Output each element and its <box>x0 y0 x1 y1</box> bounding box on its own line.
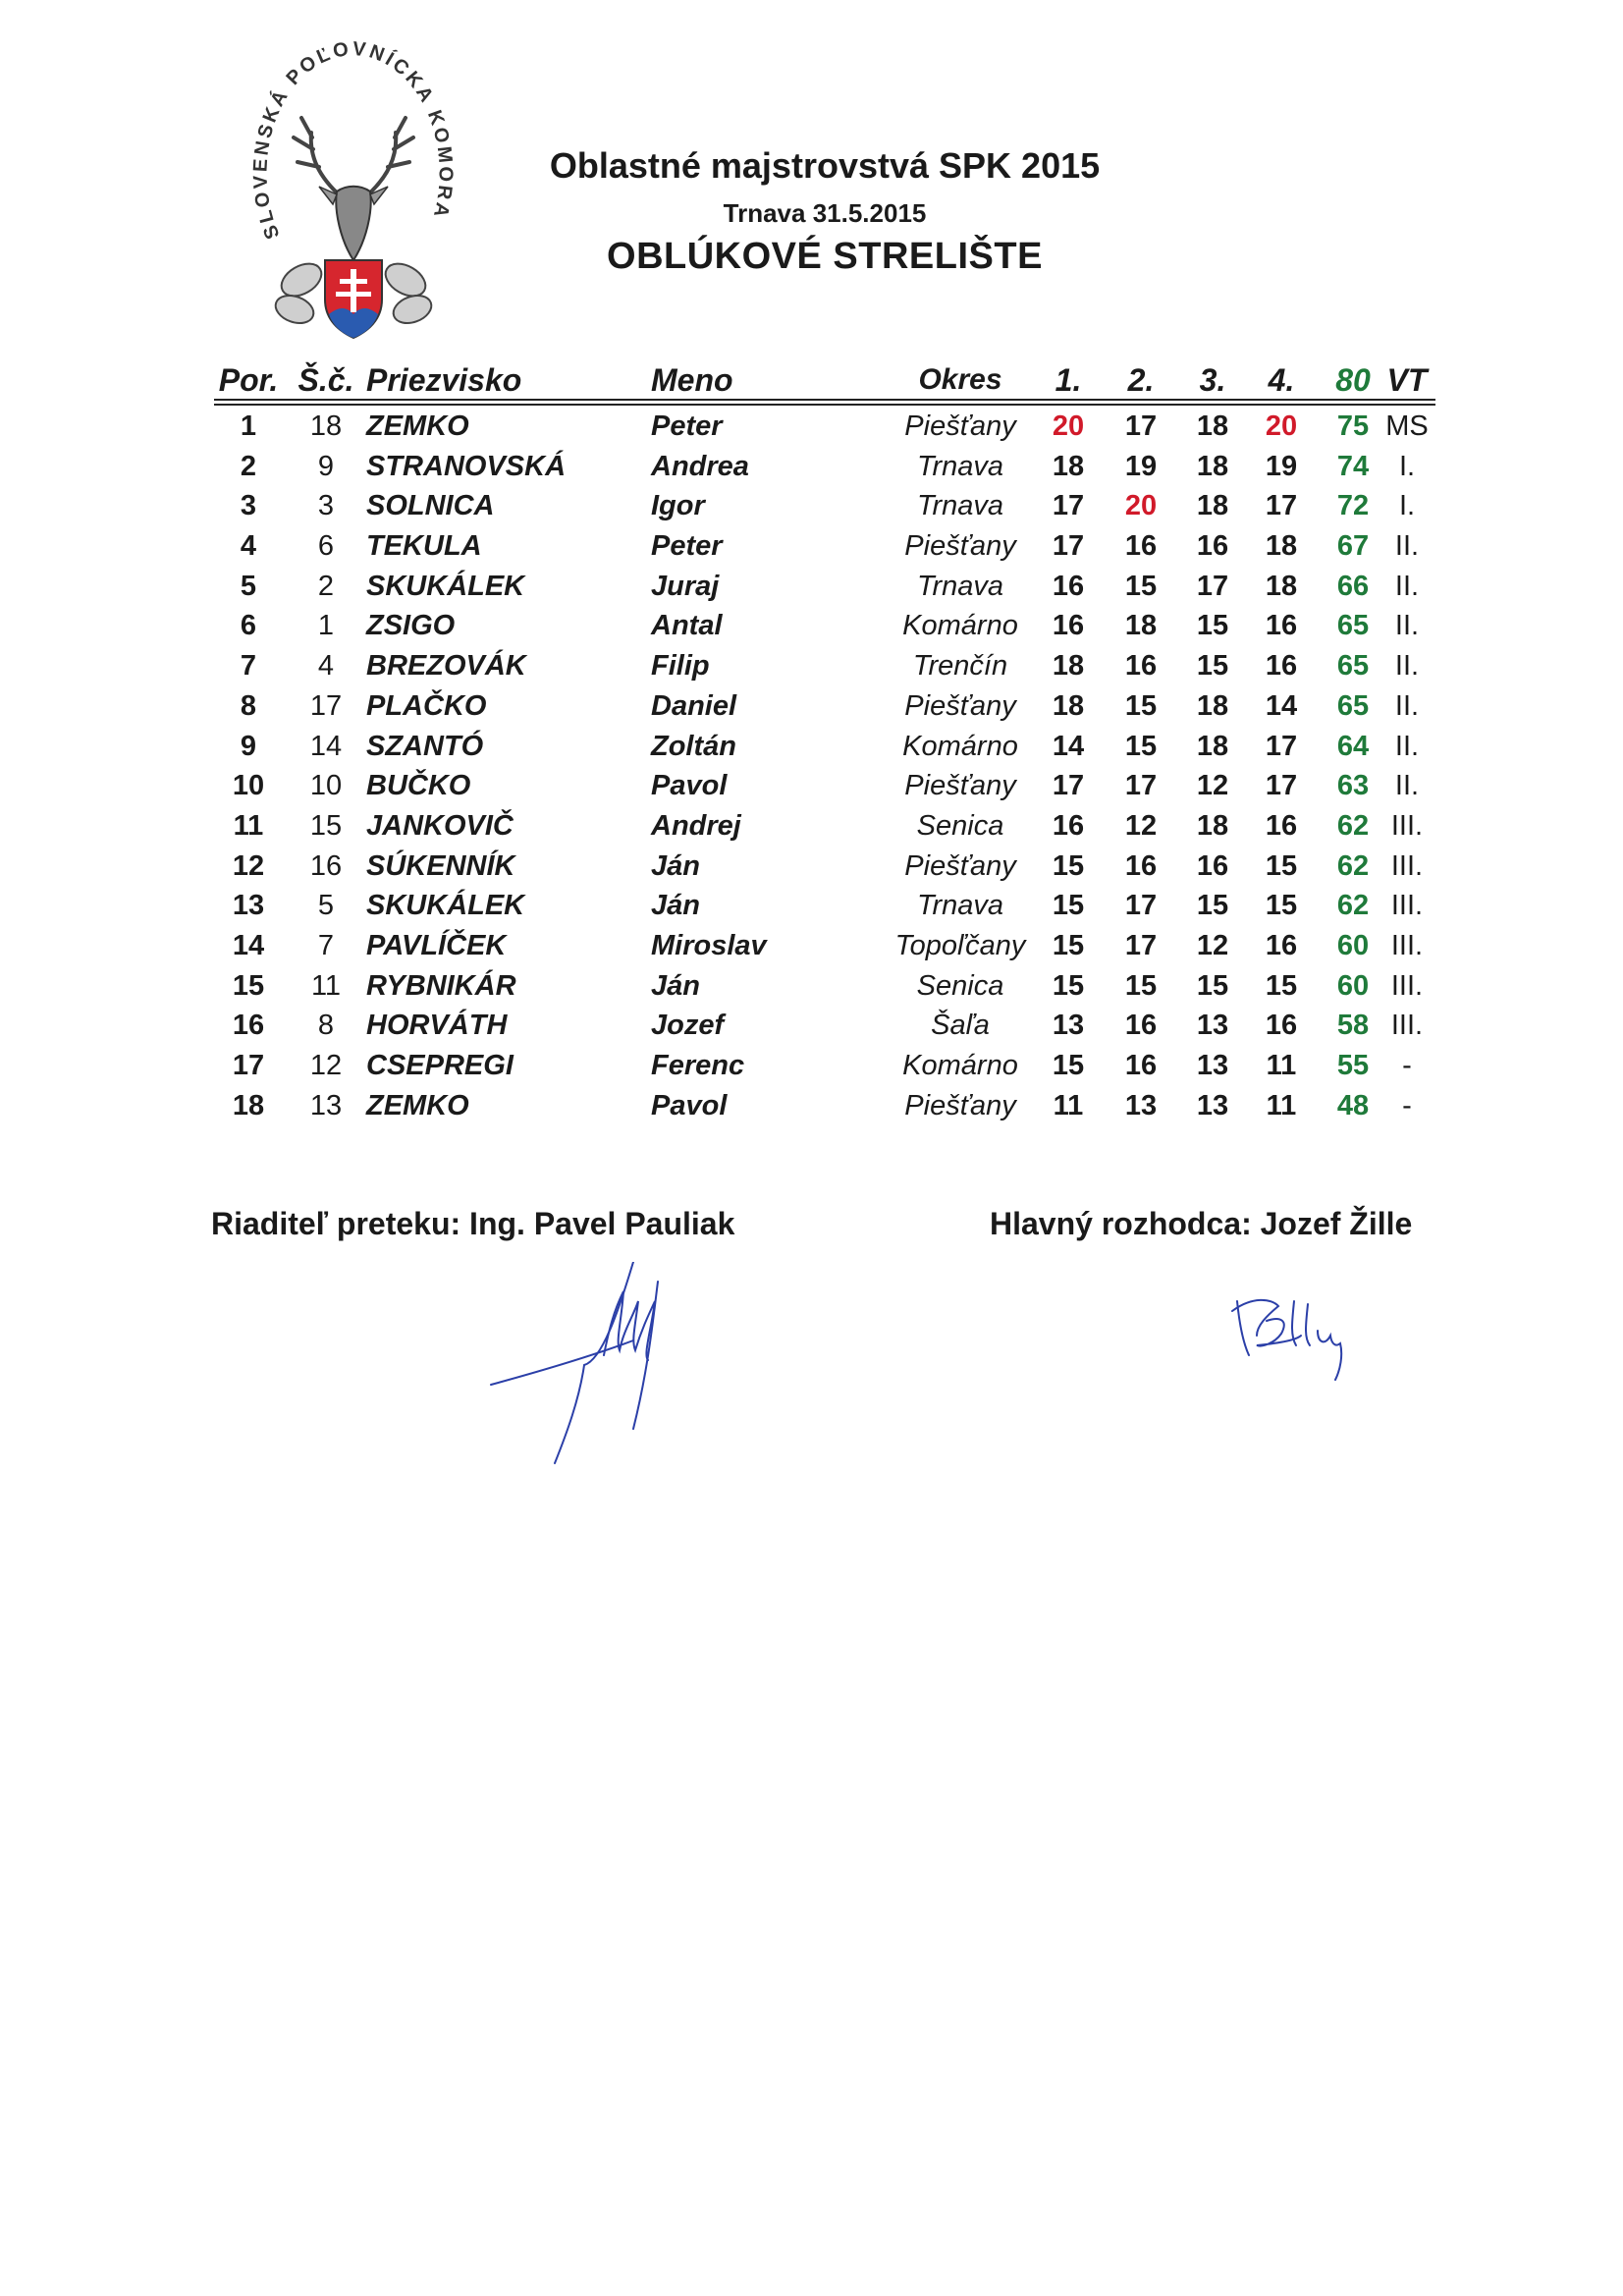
cell-start-number: 16 <box>309 849 343 882</box>
cell-performance-class: MS <box>1385 410 1429 442</box>
cell-performance-class: II. <box>1394 650 1420 683</box>
cell-round-2-score: 16 <box>1124 650 1158 683</box>
header-divider <box>214 399 1435 401</box>
cell-round-1-score: 17 <box>1052 770 1085 802</box>
cell-rank: 11 <box>233 809 264 842</box>
cell-surname: JANKOVIČ <box>366 809 514 842</box>
cell-round-3-score: 18 <box>1196 689 1229 722</box>
cell-first-name: Daniel <box>651 689 737 722</box>
results-table <box>214 359 1435 401</box>
cell-round-3-score: 15 <box>1196 969 1229 1002</box>
cell-start-number: 18 <box>309 410 343 442</box>
cell-round-1-score: 14 <box>1052 730 1085 762</box>
cell-total-score: 67 <box>1336 530 1370 563</box>
cell-rank: 12 <box>232 849 265 882</box>
cell-first-name: Zoltán <box>651 730 736 762</box>
cell-surname: PLAČKO <box>366 689 487 722</box>
cell-surname: BREZOVÁK <box>366 650 526 683</box>
cell-round-3-score: 13 <box>1196 1089 1229 1121</box>
cell-total-score: 65 <box>1336 650 1370 683</box>
cell-total-score: 55 <box>1336 1050 1370 1081</box>
cell-surname: SKUKÁLEK <box>366 890 525 922</box>
cell-first-name: Peter <box>651 410 723 442</box>
cell-performance-class: II. <box>1394 610 1420 642</box>
cell-surname: SZANTÓ <box>366 730 484 762</box>
cell-round-1-score: 11 <box>1053 1089 1084 1121</box>
cell-district: Trnava <box>916 890 1004 922</box>
cell-round-2-score: 17 <box>1124 410 1158 442</box>
cell-surname: ZEMKO <box>366 1089 469 1121</box>
cell-first-name: Andrea <box>651 450 749 482</box>
cell-total-score: 72 <box>1336 490 1370 522</box>
cell-round-3-score: 18 <box>1196 730 1229 762</box>
cell-round-4-score: 15 <box>1265 890 1298 922</box>
cell-start-number: 6 <box>317 530 335 563</box>
referee-signature-icon <box>1227 1286 1365 1394</box>
table-row <box>214 407 1435 447</box>
cell-rank: 3 <box>240 490 257 522</box>
cell-start-number: 14 <box>309 730 343 762</box>
chamber-logo <box>250 39 457 354</box>
cell-round-1-score: 20 <box>1052 410 1085 442</box>
cell-performance-class: II. <box>1394 730 1420 762</box>
page-subtitle: OBLÚKOVÉ STRELIŠTE <box>607 236 1043 277</box>
cell-performance-class: III. <box>1390 929 1424 961</box>
table-row <box>214 727 1435 767</box>
cell-performance-class: I. <box>1398 450 1416 482</box>
chief-referee: Hlavný rozhodca: Jozef Žille <box>990 1206 1413 1241</box>
col-header-first-name: Meno <box>651 362 733 398</box>
cell-round-1-score: 15 <box>1052 1050 1085 1081</box>
cell-rank: 18 <box>232 1089 265 1121</box>
col-header-start-number: Š.č. <box>298 362 354 398</box>
cell-round-4-score: 11 <box>1266 1050 1297 1081</box>
table-row <box>214 966 1435 1007</box>
cell-round-1-score: 15 <box>1052 849 1085 882</box>
cell-performance-class: III. <box>1390 1010 1424 1042</box>
cell-rank: 10 <box>232 770 265 802</box>
cell-round-1-score: 18 <box>1052 450 1085 482</box>
cell-round-4-score: 14 <box>1265 689 1298 722</box>
cell-start-number: 12 <box>309 1050 343 1081</box>
cell-round-4-score: 17 <box>1265 730 1298 762</box>
cell-total-score: 48 <box>1336 1089 1370 1121</box>
cell-district: Topoľčany <box>894 929 1026 961</box>
cell-round-3-score: 12 <box>1196 929 1229 961</box>
cell-surname: HORVÁTH <box>366 1010 508 1042</box>
cell-surname: BUČKO <box>366 770 471 802</box>
cell-round-1-score: 17 <box>1052 490 1085 522</box>
cell-rank: 9 <box>240 730 257 762</box>
cell-surname: ZSIGO <box>366 610 456 642</box>
cell-rank: 13 <box>232 890 265 922</box>
cell-district: Piešťany <box>904 849 1016 882</box>
cell-total-score: 75 <box>1336 410 1370 442</box>
race-director: Riaditeľ preteku: Ing. Pavel Pauliak <box>211 1206 735 1241</box>
cell-round-2-score: 18 <box>1124 610 1158 642</box>
table-row <box>214 606 1435 646</box>
cell-round-3-score: 13 <box>1196 1050 1229 1081</box>
col-header-class: VT <box>1386 362 1428 398</box>
cell-round-2-score: 16 <box>1124 530 1158 563</box>
cell-surname: PAVLÍČEK <box>366 929 507 961</box>
cell-performance-class: - <box>1402 1050 1412 1081</box>
cell-round-2-score: 20 <box>1124 490 1158 522</box>
cell-round-3-score: 15 <box>1196 610 1229 642</box>
cell-round-3-score: 12 <box>1196 770 1229 802</box>
cell-round-2-score: 19 <box>1124 450 1158 482</box>
cell-surname: STRANOVSKÁ <box>366 450 567 482</box>
cell-total-score: 60 <box>1336 929 1370 961</box>
cell-district: Komárno <box>902 610 1018 642</box>
cell-round-4-score: 17 <box>1265 490 1298 522</box>
cell-rank: 1 <box>240 410 257 442</box>
cell-round-2-score: 15 <box>1124 570 1158 602</box>
cell-performance-class: III. <box>1390 969 1424 1002</box>
cell-total-score: 63 <box>1336 770 1370 802</box>
cell-total-score: 65 <box>1336 689 1370 722</box>
cell-round-1-score: 13 <box>1052 1010 1085 1042</box>
cell-district: Piešťany <box>904 770 1016 802</box>
table-row <box>214 847 1435 887</box>
cell-round-2-score: 15 <box>1124 689 1158 722</box>
cell-round-2-score: 16 <box>1124 1010 1158 1042</box>
cell-start-number: 4 <box>317 650 335 683</box>
cell-district: Trnava <box>916 450 1004 482</box>
col-header-surname: Priezvisko <box>366 362 522 398</box>
cell-total-score: 62 <box>1336 890 1370 922</box>
table-row <box>214 526 1435 567</box>
cell-round-4-score: 15 <box>1265 849 1298 882</box>
cell-total-score: 60 <box>1336 969 1370 1002</box>
cell-district: Piešťany <box>904 410 1016 442</box>
header-divider <box>214 404 1435 406</box>
cell-performance-class: II. <box>1394 530 1420 563</box>
cell-round-3-score: 15 <box>1196 650 1229 683</box>
table-body <box>214 407 1435 1125</box>
cell-rank: 15 <box>232 969 265 1002</box>
cell-start-number: 2 <box>317 570 335 602</box>
cell-total-score: 62 <box>1336 849 1370 882</box>
cell-first-name: Andrej <box>651 809 741 842</box>
stag-emblem-icon <box>250 39 457 354</box>
cell-round-4-score: 17 <box>1265 770 1298 802</box>
cell-district: Trnava <box>916 490 1004 522</box>
cell-performance-class: II. <box>1394 770 1420 802</box>
cell-round-4-score: 20 <box>1265 410 1298 442</box>
cell-round-2-score: 15 <box>1124 969 1158 1002</box>
cell-first-name: Juraj <box>651 570 720 602</box>
cell-first-name: Ján <box>651 849 700 882</box>
cell-rank: 4 <box>240 530 257 563</box>
cell-round-4-score: 16 <box>1265 650 1298 683</box>
cell-district: Trenčín <box>912 650 1008 683</box>
table-row <box>214 686 1435 727</box>
cell-first-name: Peter <box>651 530 723 563</box>
logo-arc-text: SLOVENSKÁ POĽOVNÍCKA KOMORA <box>250 39 457 243</box>
table-row <box>214 486 1435 526</box>
cell-total-score: 66 <box>1336 570 1370 602</box>
cell-round-3-score: 16 <box>1196 530 1229 563</box>
cell-round-4-score: 19 <box>1265 450 1298 482</box>
cell-round-4-score: 16 <box>1265 809 1298 842</box>
cell-district: Senica <box>916 809 1004 842</box>
cell-round-4-score: 16 <box>1265 929 1298 961</box>
event-date: Trnava 31.5.2015 <box>723 198 927 228</box>
cell-total-score: 65 <box>1336 610 1370 642</box>
cell-round-1-score: 15 <box>1052 929 1085 961</box>
cell-performance-class: II. <box>1394 689 1420 722</box>
cell-round-4-score: 16 <box>1265 1010 1298 1042</box>
cell-district: Trnava <box>916 570 1004 602</box>
cell-first-name: Ján <box>651 890 700 922</box>
cell-round-3-score: 18 <box>1196 490 1229 522</box>
cell-total-score: 74 <box>1336 450 1370 482</box>
table-row <box>214 567 1435 607</box>
cell-first-name: Ján <box>651 969 700 1002</box>
cell-surname: ZEMKO <box>366 410 469 442</box>
cell-round-3-score: 18 <box>1196 410 1229 442</box>
cell-performance-class: III. <box>1390 890 1424 922</box>
cell-surname: TEKULA <box>366 530 482 563</box>
cell-round-3-score: 17 <box>1196 570 1229 602</box>
cell-first-name: Ferenc <box>651 1050 745 1081</box>
table-row <box>214 447 1435 487</box>
cell-first-name: Jozef <box>651 1010 725 1042</box>
cell-district: Komárno <box>902 1050 1018 1081</box>
cell-rank: 6 <box>240 610 257 642</box>
slovak-coat-of-arms-icon <box>325 260 382 338</box>
cell-performance-class: III. <box>1390 849 1424 882</box>
cell-performance-class: I. <box>1398 490 1416 522</box>
cell-start-number: 13 <box>309 1089 343 1121</box>
cell-first-name: Igor <box>651 490 705 522</box>
cell-surname: RYBNIKÁR <box>366 969 516 1002</box>
table-row <box>214 1006 1435 1046</box>
cell-round-4-score: 18 <box>1265 570 1298 602</box>
director-signature-icon <box>486 1262 712 1468</box>
cell-round-4-score: 11 <box>1266 1089 1297 1121</box>
cell-round-1-score: 15 <box>1052 890 1085 922</box>
cell-round-3-score: 18 <box>1196 450 1229 482</box>
col-header-rank: Por. <box>218 362 279 398</box>
table-header <box>214 359 1435 401</box>
cell-surname: SKUKÁLEK <box>366 570 525 602</box>
cell-round-2-score: 17 <box>1124 890 1158 922</box>
cell-round-3-score: 15 <box>1196 890 1229 922</box>
cell-round-1-score: 16 <box>1052 809 1085 842</box>
cell-rank: 16 <box>232 1010 265 1042</box>
cell-start-number: 17 <box>309 689 343 722</box>
cell-round-4-score: 15 <box>1265 969 1298 1002</box>
cell-start-number: 11 <box>310 969 342 1002</box>
col-header-round-2: 2. <box>1127 362 1155 398</box>
cell-round-2-score: 17 <box>1124 929 1158 961</box>
table-row <box>214 806 1435 847</box>
table-row <box>214 646 1435 686</box>
cell-start-number: 3 <box>317 490 335 522</box>
cell-round-1-score: 17 <box>1052 530 1085 563</box>
cell-surname: SOLNICA <box>366 490 495 522</box>
cell-first-name: Filip <box>651 650 710 683</box>
cell-round-3-score: 16 <box>1196 849 1229 882</box>
cell-rank: 5 <box>240 570 257 602</box>
table-row <box>214 886 1435 926</box>
cell-district: Šaľa <box>931 1010 990 1042</box>
cell-rank: 14 <box>232 929 265 961</box>
cell-round-2-score: 16 <box>1124 849 1158 882</box>
cell-round-2-score: 13 <box>1124 1089 1158 1121</box>
cell-first-name: Antal <box>651 610 723 642</box>
cell-round-1-score: 16 <box>1052 570 1085 602</box>
cell-rank: 7 <box>240 650 257 683</box>
table-row <box>214 1086 1435 1126</box>
cell-start-number: 7 <box>317 929 335 961</box>
table-row <box>214 926 1435 966</box>
cell-round-1-score: 18 <box>1052 689 1085 722</box>
cell-round-1-score: 18 <box>1052 650 1085 683</box>
col-header-round-1: 1. <box>1055 362 1082 398</box>
cell-total-score: 64 <box>1336 730 1370 762</box>
cell-round-2-score: 16 <box>1124 1050 1158 1081</box>
col-header-round-3: 3. <box>1199 362 1226 398</box>
cell-performance-class: II. <box>1394 570 1420 602</box>
cell-district: Piešťany <box>904 1089 1016 1121</box>
cell-first-name: Miroslav <box>651 929 767 961</box>
cell-district: Piešťany <box>904 530 1016 563</box>
cell-first-name: Pavol <box>651 1089 728 1121</box>
cell-round-2-score: 12 <box>1124 809 1158 842</box>
cell-start-number: 8 <box>317 1010 335 1042</box>
cell-round-3-score: 13 <box>1196 1010 1229 1042</box>
page-title: Oblastné majstrovstvá SPK 2015 <box>549 145 1101 186</box>
cell-round-1-score: 15 <box>1052 969 1085 1002</box>
cell-total-score: 62 <box>1336 809 1370 842</box>
cell-performance-class: - <box>1402 1089 1412 1121</box>
col-header-round-4: 4. <box>1268 362 1295 398</box>
cell-round-3-score: 18 <box>1196 809 1229 842</box>
cell-round-2-score: 15 <box>1124 730 1158 762</box>
cell-first-name: Pavol <box>651 770 728 802</box>
cell-surname: CSEPREGI <box>366 1050 514 1081</box>
cell-start-number: 1 <box>317 610 335 642</box>
cell-start-number: 9 <box>317 450 335 482</box>
cell-rank: 8 <box>240 689 257 722</box>
cell-start-number: 5 <box>317 890 335 922</box>
cell-district: Komárno <box>902 730 1018 762</box>
cell-rank: 17 <box>232 1050 265 1081</box>
cell-round-4-score: 16 <box>1265 610 1298 642</box>
table-row <box>214 1046 1435 1086</box>
cell-surname: SÚKENNÍK <box>366 849 515 882</box>
cell-start-number: 15 <box>309 809 343 842</box>
cell-rank: 2 <box>240 450 257 482</box>
cell-round-2-score: 17 <box>1124 770 1158 802</box>
cell-district: Senica <box>916 969 1004 1002</box>
cell-start-number: 10 <box>309 770 343 802</box>
table-row <box>214 766 1435 806</box>
cell-round-1-score: 16 <box>1052 610 1085 642</box>
cell-round-4-score: 18 <box>1265 530 1298 563</box>
cell-total-score: 58 <box>1336 1010 1370 1042</box>
cell-district: Piešťany <box>904 689 1016 722</box>
col-header-total: 80 <box>1335 362 1371 398</box>
cell-performance-class: III. <box>1390 809 1424 842</box>
col-header-district: Okres <box>918 363 1002 396</box>
